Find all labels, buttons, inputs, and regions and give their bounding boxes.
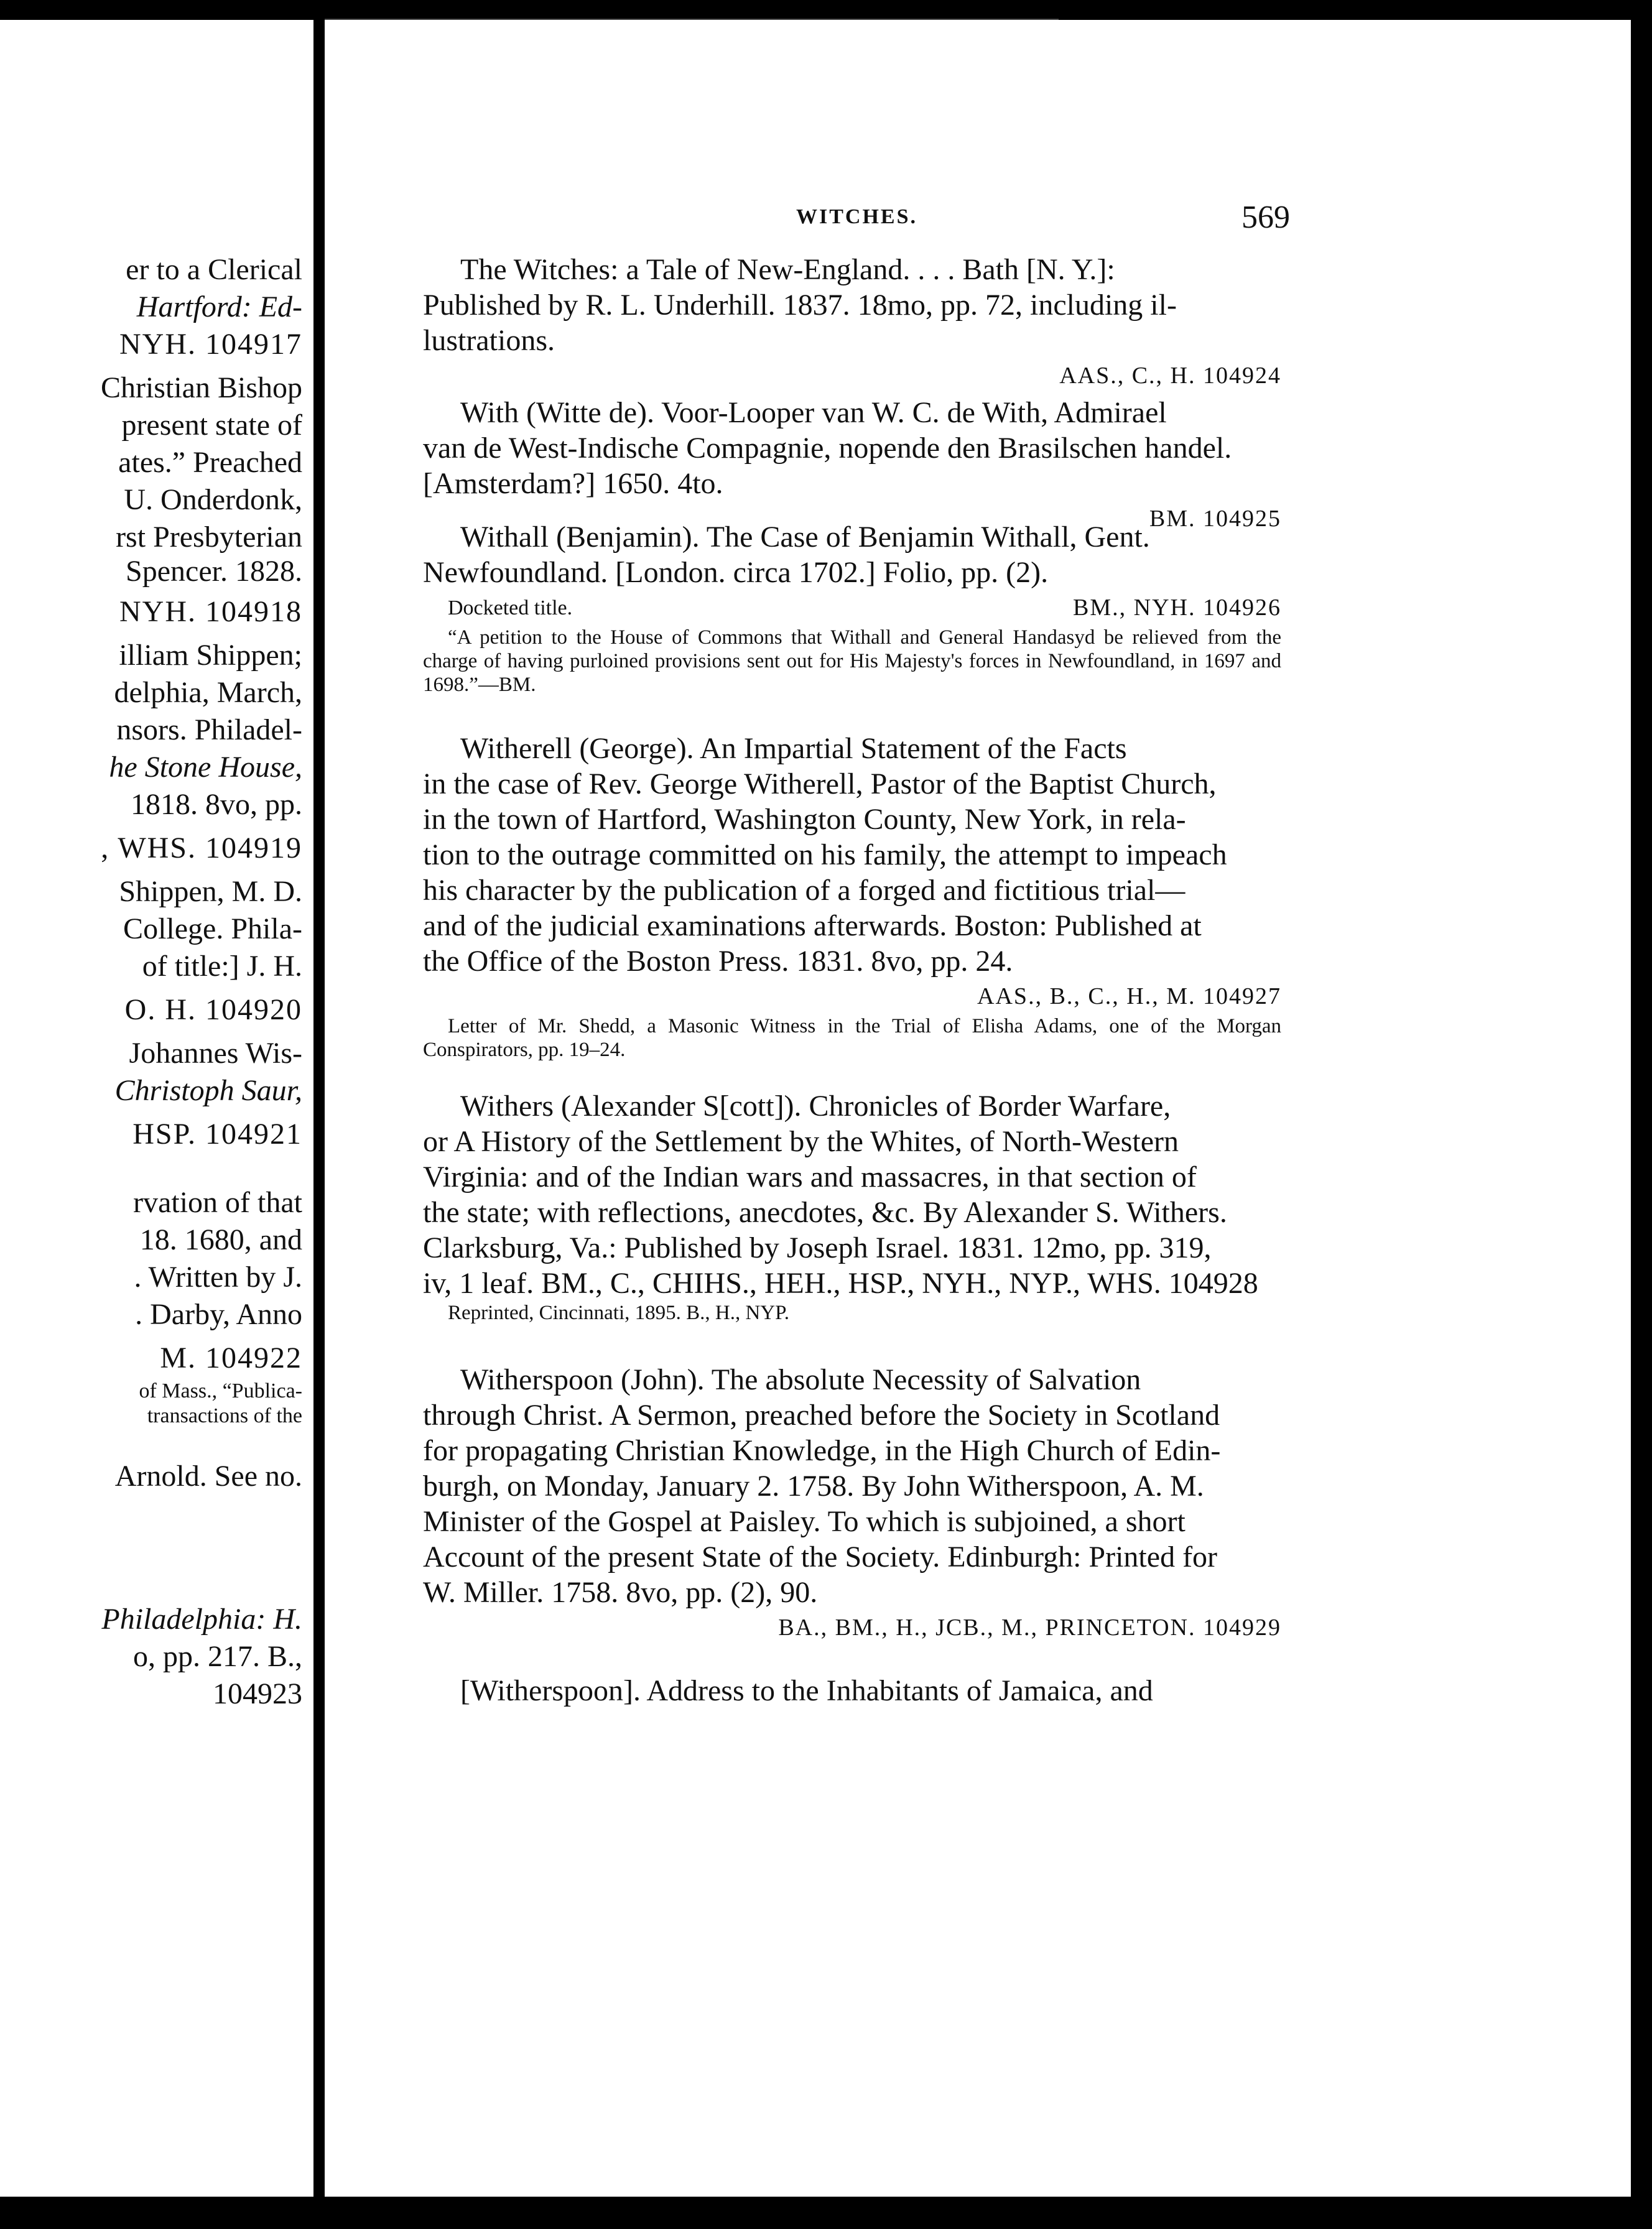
library-holdings: BA., BM., H., JCB., M., PRINCETON. 104929 [778, 1615, 1281, 1641]
left-column-line: Christoph Saur, [114, 1074, 302, 1107]
docket-row [423, 590, 1281, 626]
left-column-line: nsors. Philadel- [116, 713, 302, 746]
entry-line: [Witherspoon]. Address to the Inhabitants of Jamaica, and [460, 1674, 1153, 1707]
entry-line: through Christ. A Sermon, preached before the Society in Scotland [423, 1399, 1220, 1432]
entry-line: Newfoundland. [London. circa 1702.] Folio, pp. (2). [423, 556, 1049, 589]
entry-line: Virginia: and of the Indian wars and massacres, in that section of [423, 1161, 1197, 1193]
left-column-line: 104923 [213, 1677, 302, 1710]
entry-line: Published by R. L. Underhill. 1837. 18mo, pp. 72, including il- [423, 289, 1177, 322]
entry-line: Minister of the Gospel at Paisley. To which is subjoined, a short [423, 1505, 1186, 1538]
left-column-line: NYH. 104918 [119, 595, 302, 628]
library-holdings: AAS., C., H. 104924 [1059, 363, 1281, 389]
left-column-line: Hartford: Ed- [136, 290, 302, 323]
left-column-line: delphia, March, [114, 676, 302, 709]
left-column-line: Spencer. 1828. [126, 555, 302, 588]
entry-line: the Office of the Boston Press. 1831. 8vo, pp. 24. [423, 945, 1013, 978]
left-column-line: rvation of that [133, 1186, 302, 1219]
entry-line: With (Witte de). Voor-Looper van W. C. de With, Admirael [460, 396, 1167, 429]
bibliography-entry [423, 395, 1281, 537]
entry-line: burgh, on Monday, January 2. 1758. By John Witherspoon, A. M. [423, 1470, 1204, 1503]
left-column-line: . Darby, Anno [135, 1298, 302, 1331]
entry-note: Letter of Mr. Shedd, a Masonic Witness in the Trial of Elisha Adams, one of the Morgan Conspirators, pp. 19–24. [423, 1015, 1281, 1061]
left-column-line: present state of [121, 409, 302, 442]
left-column-line: illiam Shippen; [119, 639, 302, 672]
bibliography-entry [423, 519, 1281, 697]
left-column-line: . Written by J. [134, 1261, 302, 1294]
left-column-line: transactions of the [147, 1404, 302, 1427]
entry-line: or A History of the Settlement by the Whites, of North-Western [423, 1125, 1179, 1158]
left-column-line: Philadelphia: H. [101, 1603, 302, 1636]
entry-line: Withall (Benjamin). The Case of Benjamin Withall, Gent. [460, 521, 1150, 554]
entry-line: for propagating Christian Knowledge, in the High Church of Edin- [423, 1434, 1221, 1467]
entry-note: “A petition to the House of Commons that Withall and General Handasyd be relieved from the charge of having purloined provisions sent out for His Majesty's forces in Newfoundland, in 1697 and 1698.”—BM. [423, 626, 1281, 696]
entry-line: his character by the publication of a forged and fictitious trial— [423, 874, 1186, 907]
library-holdings: BM., NYH. 104926 [1073, 595, 1281, 621]
left-column-line: rst Presbyterian [116, 521, 302, 554]
entry-line: Witherspoon (John). The absolute Necessity of Salvation [460, 1363, 1141, 1396]
bibliography-entry [423, 252, 1281, 394]
left-column-line: he Stone House, [109, 751, 302, 784]
left-column-line: U. Onderdonk, [124, 483, 302, 516]
bibliography-entry [423, 1362, 1281, 1646]
entry-note: Reprinted, Cincinnati, 1895. B., H., NYP. [448, 1302, 790, 1324]
entry-line: Witherell (George). An Impartial Statement of the Facts [460, 732, 1127, 765]
left-column-line: HSP. 104921 [132, 1118, 302, 1151]
left-column-line: 18. 1680, and [139, 1223, 302, 1256]
left-column-line: , WHS. 104919 [101, 832, 302, 864]
entry-line: in the case of Rev. George Witherell, Pastor of the Baptist Church, [423, 767, 1217, 800]
bibliography-entry [423, 1673, 1281, 1708]
library-holdings: BM. 104925 [1149, 506, 1281, 532]
library-holdings: AAS., B., C., H., M. 104927 [977, 983, 1281, 1009]
left-column-line: NYH. 104917 [119, 328, 302, 361]
left-column-line: of Mass., “Publica- [139, 1379, 302, 1402]
entry-line: W. Miller. 1758. 8vo, pp. (2), 90. [423, 1576, 818, 1609]
entry-line: lustrations. [423, 324, 555, 357]
left-column-line: 1818. 8vo, pp. [131, 788, 302, 821]
entry-line: the state; with reflections, anecdotes, &c. By Alexander S. Withers. [423, 1196, 1227, 1229]
entry-line: van de West-Indische Compagnie, nopende den Brasilschen handel. [423, 432, 1232, 465]
left-column-line: er to a Clerical [126, 253, 302, 286]
left-column-line: o, pp. 217. B., [132, 1640, 302, 1673]
page-number: 569 [1241, 200, 1290, 235]
docketed-note: Docketed title. [448, 596, 573, 619]
left-column-line: College. Phila- [123, 912, 302, 945]
left-column-line: Johannes Wis- [129, 1037, 302, 1070]
bibliography-entry [423, 1088, 1281, 1325]
entry-line: and of the judicial examinations afterwards. Boston: Published at [423, 909, 1202, 942]
running-header: WITCHES. [796, 205, 917, 228]
entry-line: tion to the outrage committed on his family, the attempt to impeach [423, 838, 1227, 871]
entry-line: Account of the present State of the Society. Edinburgh: Printed for [423, 1541, 1218, 1573]
left-column-line: Shippen, M. D. [119, 875, 302, 908]
left-column-line: ates.” Preached [118, 446, 302, 479]
entry-line: Withers (Alexander S[cott]). Chronicles of Border Warfare, [460, 1090, 1171, 1123]
entry-line: [Amsterdam?] 1650. 4to. [423, 467, 723, 500]
left-column-line: M. 104922 [160, 1342, 302, 1374]
entry-line: in the town of Hartford, Washington County, New York, in rela- [423, 803, 1186, 836]
entry-line: Clarksburg, Va.: Published by Joseph Israel. 1831. 12mo, pp. 319, [423, 1231, 1212, 1264]
entry-line: iv, 1 leaf. BM., C., CHIHS., HEH., HSP., NYH., NYP., WHS. 104928 [423, 1267, 1258, 1300]
left-column-line: of title:] J. H. [142, 950, 302, 983]
left-column-line: Christian Bishop [100, 371, 302, 404]
left-column-line: Arnold. See no. [114, 1460, 302, 1493]
entry-line: The Witches: a Tale of New-England. . . . Bath [N. Y.]: [460, 253, 1115, 286]
left-column-line: O. H. 104920 [124, 993, 302, 1026]
bibliography-entry [423, 731, 1281, 1062]
